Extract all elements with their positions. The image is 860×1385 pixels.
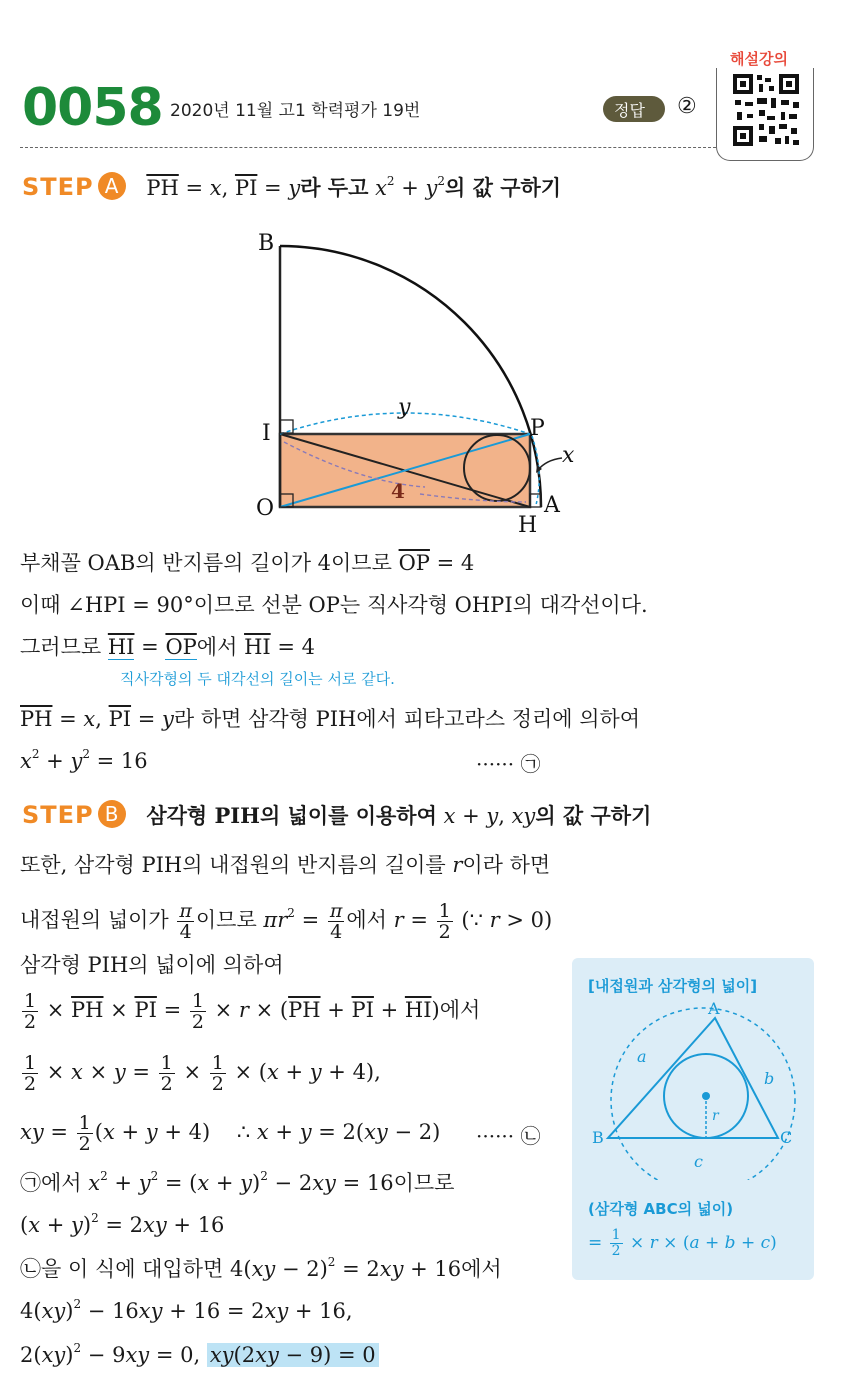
problem-number: 0058 (22, 78, 163, 138)
triangle-diagram (582, 1000, 804, 1180)
label-a: A (544, 493, 560, 518)
tri-label-c: C (780, 1128, 793, 1147)
sector-diagram (250, 222, 600, 542)
label-i: I (262, 421, 271, 446)
triangle-abc (608, 1018, 778, 1138)
label-o: O (256, 496, 275, 521)
label-p: P (530, 416, 545, 441)
b-line-10: 4(xy)$^2$ − 16xy + 16 = 2xy + 16, (20, 1297, 353, 1323)
tri-label-b: B (592, 1128, 604, 1147)
b-line-11: 2(xy)$^2$ − 9xy = 0, xy(2xy − 9) = 0 (20, 1340, 379, 1370)
step-b-badge: B (98, 800, 126, 828)
label-x: x (562, 443, 575, 468)
answer-value: ② (677, 94, 697, 119)
line-3: 그러므로 $\overline{HI} = \overline{OP}$에서 $\overline{HI} = 4$ (20, 635, 315, 659)
line-2: 이때 ∠HPI = 90°이므로 선분 OP는 직사각형 OHPI의 대각선이다. (20, 593, 648, 617)
line-1: 부채꼴 OAB의 반지름의 길이가 4이므로 $\overline{OP} = 4$ (20, 551, 475, 575)
diagonal-note: 직사각형의 두 대각선의 길이는 서로 같다. (120, 670, 395, 688)
lecture-label: 해설강의 (730, 50, 788, 68)
mark-1: ······ ㉠ (476, 752, 541, 776)
side-b: b (764, 1069, 775, 1088)
step-b-label: STEP (22, 801, 94, 829)
side-c: c (694, 1152, 703, 1171)
step-a-label: STEP (22, 173, 94, 201)
qr-code-icon[interactable] (731, 72, 801, 148)
label-h: H (518, 513, 538, 538)
radius-r: r (712, 1108, 719, 1124)
step-a-title: STEP A $\overline{PH} = x$, $\overline{PI} = y$라 두고 $x^2 + y^2$의 값 구하기 (22, 173, 562, 201)
tri-label-a: A (708, 1000, 720, 1018)
b-line-8: $(x + y)^2 = 2xy + 16$ (20, 1211, 225, 1237)
sidebar-formula: = $\frac{1}{2}$ × r × (a + b + c) (588, 1227, 777, 1259)
b-line-5: $\frac{1}{2}$ × x × y = $\frac{1}{2}$ × $\frac{1}{2}$ × (x + y + 4), (24, 1052, 381, 1095)
sidebar-title: [내접원과 삼각형의 넓이] (588, 977, 758, 995)
line-5: $x^2 + y^2 = 16$ (20, 747, 148, 773)
b-line-6: xy = $\frac{1}{2}$ (x + y + 4) ∴ x + y = 2(xy − 2) (20, 1112, 441, 1155)
answer-label: 정답 (614, 101, 645, 120)
b-line-7: ㉠에서 $x^2 + y^2 = (x + y)^2 - 2xy = 16$이므로 (20, 1169, 455, 1195)
b-line-3: 삼각형 PIH의 넓이에 의하여 (20, 953, 284, 977)
header-divider (20, 147, 716, 148)
b-line-9: ㉡을 이 식에 대입하면 4(xy − 2)$^2$ = 2xy + 16에서 (20, 1255, 502, 1281)
label-b: B (258, 231, 275, 256)
step-b-title: STEP B 삼각형 PIH의 넓이를 이용하여 x + y, xy의 값 구하기 (22, 801, 652, 829)
label-four: 4 (391, 479, 405, 503)
label-y: y (398, 395, 411, 420)
problem-source: 2020년 11월 고1 학력평가 19번 (170, 101, 421, 121)
b-line-1: 또한, 삼각형 PIH의 내접원의 반지름의 길이를 r이라 하면 (20, 853, 551, 877)
step-a-badge: A (98, 172, 126, 200)
x-arrow (538, 458, 562, 470)
sidebar-caption: (삼각형 ABC의 넓이) (588, 1200, 734, 1218)
b-line-2: 내접원의 넓이가 $\frac{\pi}{4}$ 이므로 $\pi r^2$ = $\frac{\pi}{4}$ 에서 r = $\frac{1}{2}$ (∵ r > 0) (20, 900, 553, 943)
b-line-4: $\frac{1}{2}$ × $\overline{PH} \times \overline{PI}$ = $\frac{1}{2}$ × $r \times (\overline{PH} + \overline{PI} + \overline{HI})$에서 (24, 990, 481, 1033)
mark-2: ······ ㉡ (476, 1124, 541, 1148)
side-a: a (637, 1047, 647, 1066)
line-4: $\overline{PH} = x$, $\overline{PI} = y$라 하면 삼각형 PIH에서 피타고라스 정리에 의하여 (20, 707, 641, 731)
